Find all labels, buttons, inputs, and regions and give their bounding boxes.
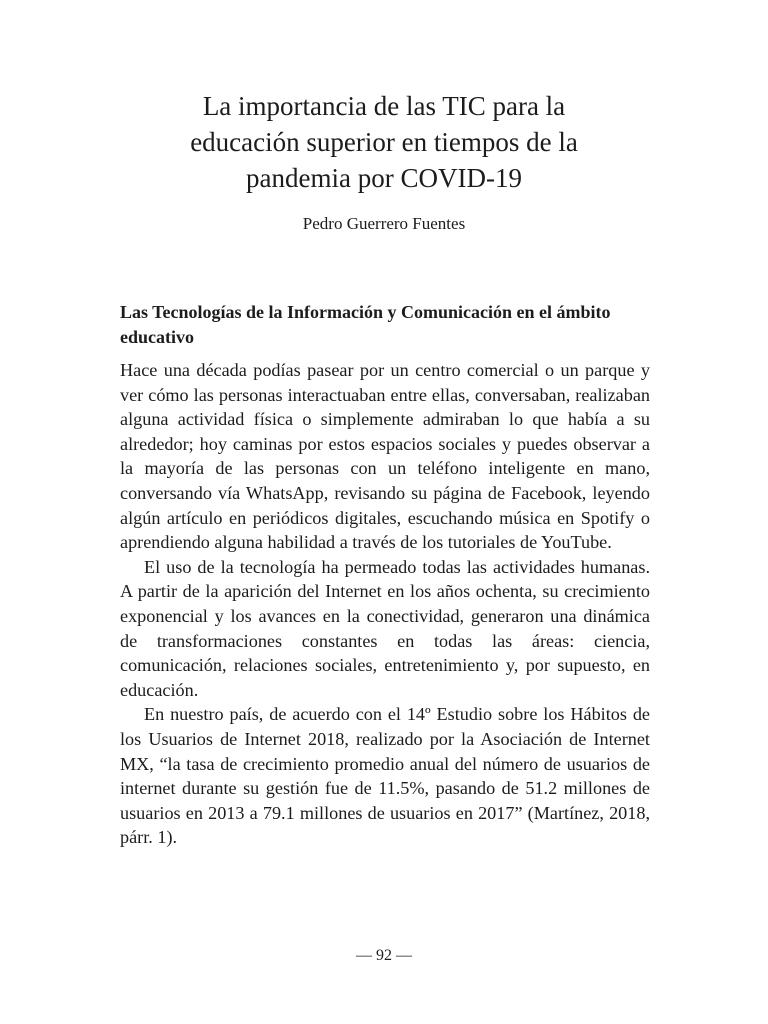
document-title: La importancia de las TIC para la educación superior en tiempos de la pandemia por COVID-19 [190, 91, 578, 193]
body-text [120, 358, 650, 850]
paragraph: El uso de la tecnología ha permeado todas las actividades humanas. A partir de la aparición del Internet en los años ochenta, su crecimiento exponencial y los avances en la conectividad, generaron una dinámica de transformaciones constantes en todas las áreas: ciencia, comunicación, relaciones sociales, entretenimiento y, por supuesto, en educación. [120, 556, 650, 700]
paragraph: En nuestro país, de acuerdo con el 14º Estudio sobre los Hábitos de los Usuarios de Internet 2018, realizado por la Asociación de Internet MX, “la tasa de crecimiento promedio anual del número de usuarios de internet durante su gestión fue de 11.5%, pasando de 51.2 millones de usuarios en 2013 a 79.1 millones de usuarios en 2017” (Martínez, 2018, párr. 1). [120, 704, 650, 848]
page-number: — 92 — [356, 947, 412, 964]
section-heading: Las Tecnologías de la Información y Comunicación en el ámbito educativo [120, 302, 611, 347]
paragraph: Hace una década podías pasear por un centro comercial o un parque y ver cómo las personas interactuaban entre ellas, conversaban, realizaban alguna actividad física o simplemente admiraban lo que había a su alrededor; hoy caminas por estos espacios sociales y puedes observar a la mayoría de las personas con un teléfono inteligente en mano, conversando vía WhatsApp, revisando su página de Facebook, leyendo algún artículo en periódicos digitales, escuchando música en Spotify o aprendiendo alguna habilidad a través de los tutoriales de YouTube. [120, 360, 650, 553]
author-name: Pedro Guerrero Fuentes [302, 214, 466, 233]
